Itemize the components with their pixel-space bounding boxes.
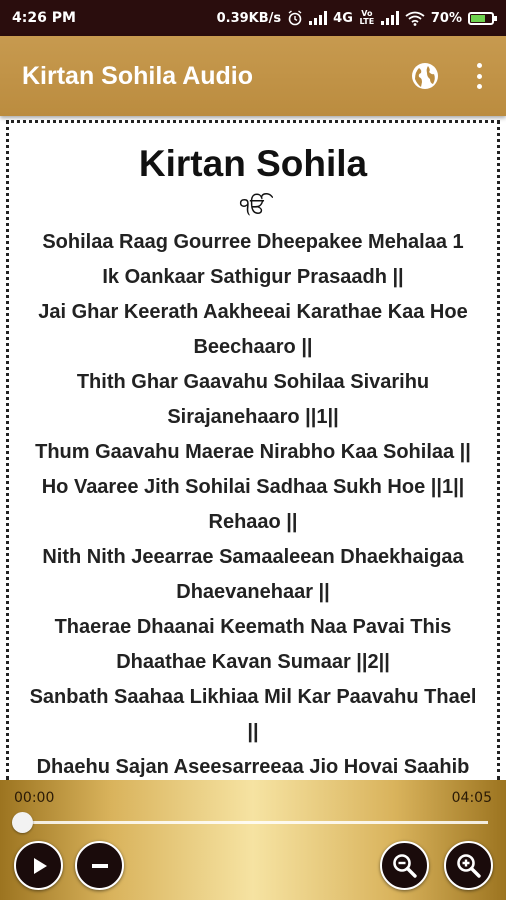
volte-badge: Vo LTE [359, 9, 375, 26]
lyric-line: Sirajanehaaro ||1|| [167, 406, 339, 428]
lyric-line: Dhaevanehaar || [176, 581, 330, 603]
zoom-in-icon [455, 852, 483, 880]
lyric-line: Thum Gaavahu Maerae Nirabho Kaa Sohilaa || [35, 441, 471, 463]
app-title: Kirtan Sohila Audio [22, 61, 254, 90]
lyric-line: Rehaao || [208, 511, 298, 533]
lyric-line: Jai Ghar Keerath Aakheeai Karathae Kaa Hoe [38, 301, 468, 323]
current-time: 00:00 [14, 790, 55, 806]
status-time: 4:26 PM [12, 10, 76, 26]
seek-thumb[interactable] [12, 812, 33, 833]
battery-icon [468, 12, 494, 25]
lyrics-panel[interactable] [6, 120, 500, 780]
app-bar [0, 36, 506, 116]
total-time: 04:05 [451, 790, 492, 806]
lyric-line: Sanbath Saahaa Likhiaa Mil Kar Paavahu Thael [29, 686, 477, 708]
lyrics-content [9, 123, 497, 780]
wifi-icon [405, 11, 425, 26]
seek-bar[interactable] [22, 821, 488, 824]
lyric-line: Thith Ghar Gaavahu Sohilaa Sivarihu [76, 371, 430, 393]
more-vert-icon[interactable] [474, 63, 484, 89]
signal-icon [381, 11, 399, 25]
alarm-icon [287, 10, 303, 26]
lyric-line: Ho Vaaree Jith Sohilai Sadhaa Sukh Hoe ||1|| [41, 476, 465, 498]
status-bar [0, 0, 506, 36]
ik-onkar-symbol: ੴ [239, 194, 267, 219]
battery-percent: 70% [430, 10, 462, 26]
audio-player [0, 780, 506, 900]
network-speed: 0.39KB/s [216, 10, 282, 26]
battery-fill [471, 15, 485, 22]
page-title: Kirtan Sohila [138, 143, 368, 184]
stop-button[interactable] [75, 841, 124, 890]
lyric-line: Sohilaa Raag Gourree Dheepakee Mehalaa 1 [42, 231, 464, 253]
lyric-line: Ik Oankaar Sathigur Prasaadh || [102, 266, 404, 288]
lyric-line: Nith Nith Jeearrae Samaaleean Dhaekhaigaa [42, 546, 464, 568]
signal-icon [309, 11, 327, 25]
lyric-line: Dhaehu Sajan Aseesarreeaa Jio Hovai Saahib [36, 756, 470, 778]
lyric-line: Thaerae Dhaanai Keemath Naa Pavai This [54, 616, 452, 638]
zoom-out-icon [391, 852, 419, 880]
minus-icon [88, 854, 112, 878]
lyric-line: || [247, 721, 259, 743]
zoom-in-button[interactable] [444, 841, 493, 890]
lyric-line: Dhaathae Kavan Sumaar ||2|| [116, 651, 390, 673]
play-button[interactable] [14, 841, 63, 890]
globe-icon[interactable] [410, 61, 440, 91]
network-type: 4G [333, 10, 353, 26]
play-icon [28, 855, 50, 877]
zoom-out-button[interactable] [380, 841, 429, 890]
lyric-line: Beechaaro || [193, 336, 313, 358]
